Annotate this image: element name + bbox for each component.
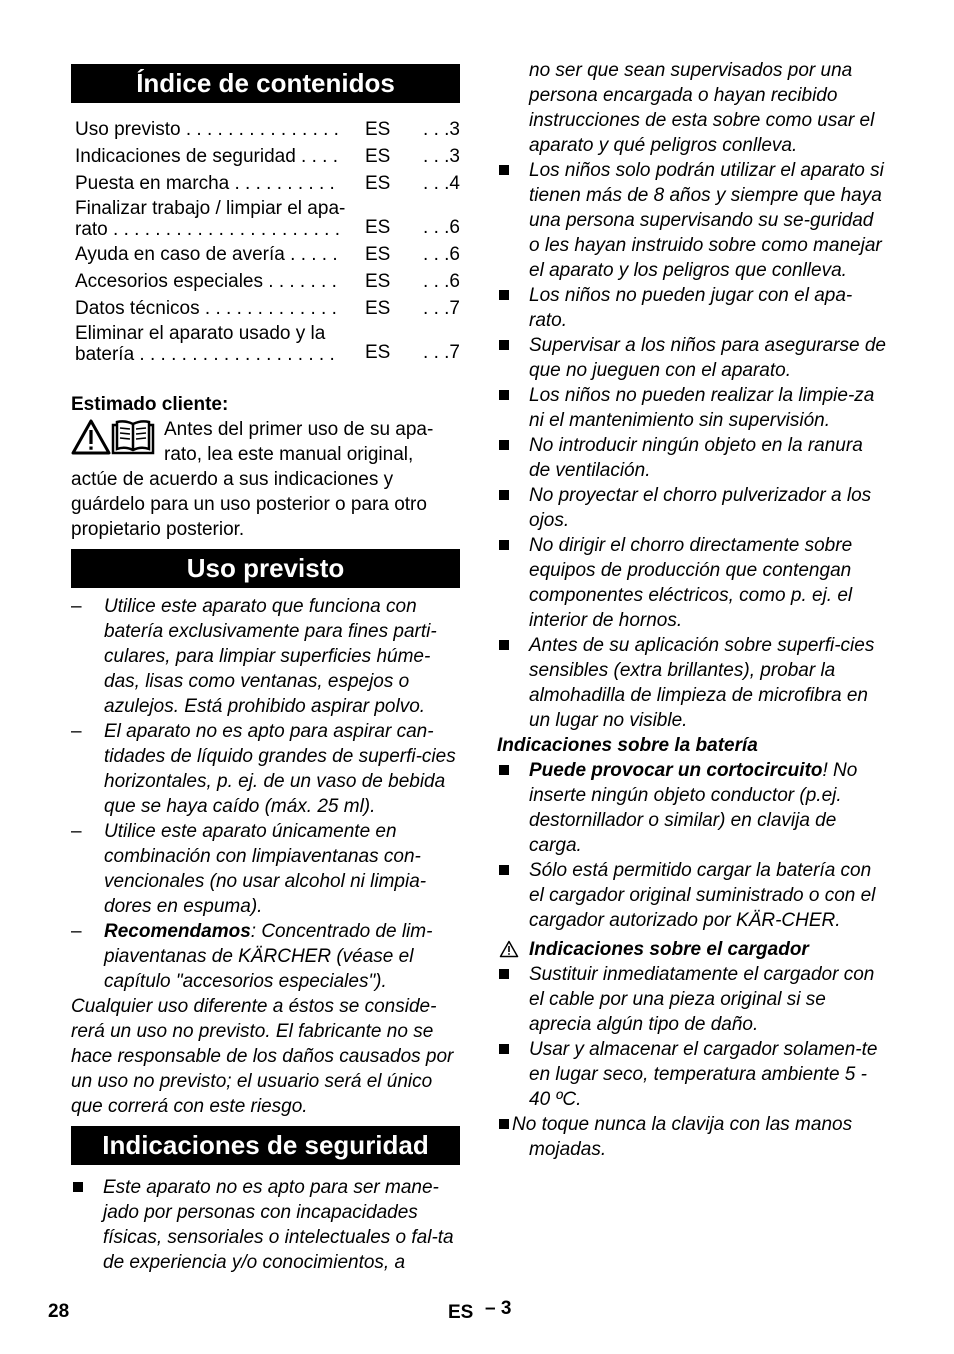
toc-row xyxy=(75,171,460,196)
table-of-contents xyxy=(75,117,460,365)
intro-heading: Estimado cliente: xyxy=(71,394,229,415)
uso-item-recommend: – Recomendamos: Concentrado de lim-piaventanas de KÄRCHER (véase el capítulo "accesorios especiales"). xyxy=(71,921,433,992)
toc-lang: ES xyxy=(365,244,391,265)
bullet-square-icon xyxy=(499,765,509,775)
bullet-square-icon xyxy=(499,540,509,550)
bullet-square-icon xyxy=(499,340,509,350)
seguridad-list xyxy=(497,158,887,733)
bullet-square-icon xyxy=(499,969,509,979)
toc-label: Uso previsto . . . . . . . . . . . . . . . xyxy=(75,119,339,140)
seguridad-item: Antes de su aplicación sobre superfi-cies sensibles (extra brillantes), probar la almohadilla de limpieza de microfibra en un lugar no visible. xyxy=(497,633,887,733)
uso-title: Uso previsto xyxy=(71,549,460,588)
bullet-square-icon xyxy=(499,165,509,175)
seguridad-first-item: Este aparato no es apto para ser mane-jado por personas con incapacidades físicas, sensoriales o intelectuales o fal-ta de experiencia y/o conocimientos, a xyxy=(71,1175,460,1275)
toc-label: Ayuda en caso de avería . . . . . xyxy=(75,244,338,265)
toc-page: . . .7 xyxy=(423,298,460,319)
toc-page: . . .6 xyxy=(423,244,460,265)
footer-subpage: – 3 xyxy=(485,1298,512,1319)
toc-row xyxy=(75,296,460,321)
toc-lang: ES xyxy=(365,173,391,194)
bateria-heading: Indicaciones sobre la batería xyxy=(497,735,758,756)
uso-item: – Utilice este aparato únicamente en combinación con limpiaventanas con-vencionales (no usar alcohol ni limpia-dores en espuma). xyxy=(71,821,427,917)
seguridad-item: No proyectar el chorro pulverizador a los ojos. xyxy=(497,483,887,533)
toc-lang: ES xyxy=(365,119,391,140)
cargador-item: Sustituir inmediatamente el cargador con el cable por una pieza original si se aprecia algún tipo de daño. xyxy=(497,962,887,1037)
uso-closing: Cualquier uso diferente a éstos se conside-rerá un uso no previsto. El fabricante no se hace responsable de los daños causados por un uso no previsto; el usuario será el único que correrá con este riesgo. xyxy=(71,996,454,1117)
seguridad-continuation: no ser que sean supervisados por una persona encargada o hayan recibido instrucciones de esta sobre como usar el aparato y qué peligros conlleva. xyxy=(529,60,875,156)
bullet-square-icon xyxy=(499,640,509,650)
bullet-square-icon xyxy=(73,1182,83,1192)
seguridad-item: Los niños no pueden realizar la limpie-za ni el mantenimiento sin supervisión. xyxy=(497,383,887,433)
page-number: 28 xyxy=(48,1301,70,1322)
seguridad-title: Indicaciones de seguridad xyxy=(71,1126,460,1165)
bateria-item: Puede provocar un cortocircuito! No inserte ningún objeto conductor (p.ej. destornillador o similar) en clavija de carga. xyxy=(497,758,887,858)
toc-label: Accesorios especiales . . . . . . . xyxy=(75,271,337,292)
cargador-item: Usar y almacenar el cargador solamen-te en lugar seco, temperatura ambiente 5 - 40 ºC. xyxy=(497,1037,887,1112)
bullet-square-icon xyxy=(499,490,509,500)
uso-list xyxy=(71,594,460,994)
warning-triangle-icon xyxy=(499,940,519,958)
cargador-heading: Indicaciones sobre el cargador xyxy=(529,939,809,960)
bateria-item: Sólo está permitido cargar la batería con el cargador original suministrado o con el cargador autorizado por KÄR-CHER. xyxy=(497,858,887,933)
warning-triangle-icon xyxy=(71,419,111,455)
seguridad-item: No dirigir el chorro directamente sobre equipos de producción que contengan componentes eléctricos, como p. ej. el interior de hornos. xyxy=(497,533,887,633)
warning-manual-icons xyxy=(71,419,155,467)
cargador-heading-row xyxy=(497,937,887,962)
toc-title: Índice de contenidos xyxy=(71,64,460,103)
recommend-rest: : Concentrado de lim-piaventanas de KÄRCHER (véase el capítulo "accesorios especiales"). xyxy=(104,921,433,992)
recommend-bold: Recomendamos xyxy=(104,921,251,942)
seguridad-item: Los niños no pueden jugar con el apa-rato. xyxy=(497,283,887,333)
toc-lang: ES xyxy=(365,146,391,167)
toc-row xyxy=(75,269,460,294)
bullet-square-icon xyxy=(499,290,509,300)
bullet-square-icon xyxy=(499,1044,509,1054)
toc-page: . . .3 xyxy=(423,146,460,167)
toc-label: Datos técnicos . . . . . . . . . . . . . xyxy=(75,298,337,319)
toc-row xyxy=(75,117,460,142)
footer-lang: ES xyxy=(448,1302,474,1323)
right-column xyxy=(497,58,887,1162)
toc-row xyxy=(75,242,460,267)
uso-item: – Utilice este aparato que funciona con batería exclusivamente para fines parti-culares, para limpiar superficies húme-das, lisas como ventanas, espejos o azulejos. Está prohibido aspirar polvo. xyxy=(71,596,437,717)
toc-label: Eliminar el aparato usado y la batería . . . . . . . . . . . . . . . . . . . xyxy=(75,323,335,365)
toc-lang: ES xyxy=(365,217,391,238)
toc-row xyxy=(75,144,460,169)
intro-rest: actúe de acuerdo a sus indicaciones y guárdelo para un uso posterior o para otro propietario posterior. xyxy=(71,469,427,540)
toc-label: Finalizar trabajo / limpiar el apa- rato . . . . . . . . . . . . . . . . . . . . . . xyxy=(75,198,346,240)
bullet-square-icon xyxy=(499,1119,509,1129)
toc-page: . . .4 xyxy=(423,173,460,194)
toc-page: . . .6 xyxy=(423,271,460,292)
manual-book-icon xyxy=(111,419,155,455)
toc-label: Puesta en marcha . . . . . . . . . . xyxy=(75,173,335,194)
toc-row xyxy=(75,323,460,365)
toc-page: . . .7 xyxy=(423,342,460,363)
toc-label: Indicaciones de seguridad . . . . xyxy=(75,146,338,167)
bullet-square-icon xyxy=(499,390,509,400)
uso-item: – El aparato no es apto para aspirar can-tidades de líquido grandes de superfi-cies horizontales, p. ej. de un vaso de bebida que se haya caído (máx. 25 ml). xyxy=(71,721,456,817)
left-column xyxy=(71,64,460,1275)
toc-lang: ES xyxy=(365,298,391,319)
toc-lang: ES xyxy=(365,271,391,292)
toc-row xyxy=(75,198,460,240)
cargador-last-item: No toque nunca la clavija con las manos mojadas. xyxy=(497,1112,887,1162)
toc-page: . . .3 xyxy=(423,119,460,140)
toc-lang: ES xyxy=(365,342,391,363)
toc-page: . . .6 xyxy=(423,217,460,238)
bullet-square-icon xyxy=(499,865,509,875)
bullet-square-icon xyxy=(499,440,509,450)
seguridad-item: No introducir ningún objeto en la ranura de ventilación. xyxy=(497,433,887,483)
seguridad-item: Los niños solo podrán utilizar el aparato si tienen más de 8 años y siempre que haya una persona supervisando su se-guridad o les hayan instruido sobre como manejar el aparato y los peligros que conlleva. xyxy=(497,158,887,283)
intro-first-lines: Antes del primer uso de su apa- rato, lea este manual original, xyxy=(164,419,434,465)
intro-warning xyxy=(71,417,460,467)
seguridad-item: Supervisar a los niños para asegurarse de que no jueguen con el aparato. xyxy=(497,333,887,383)
